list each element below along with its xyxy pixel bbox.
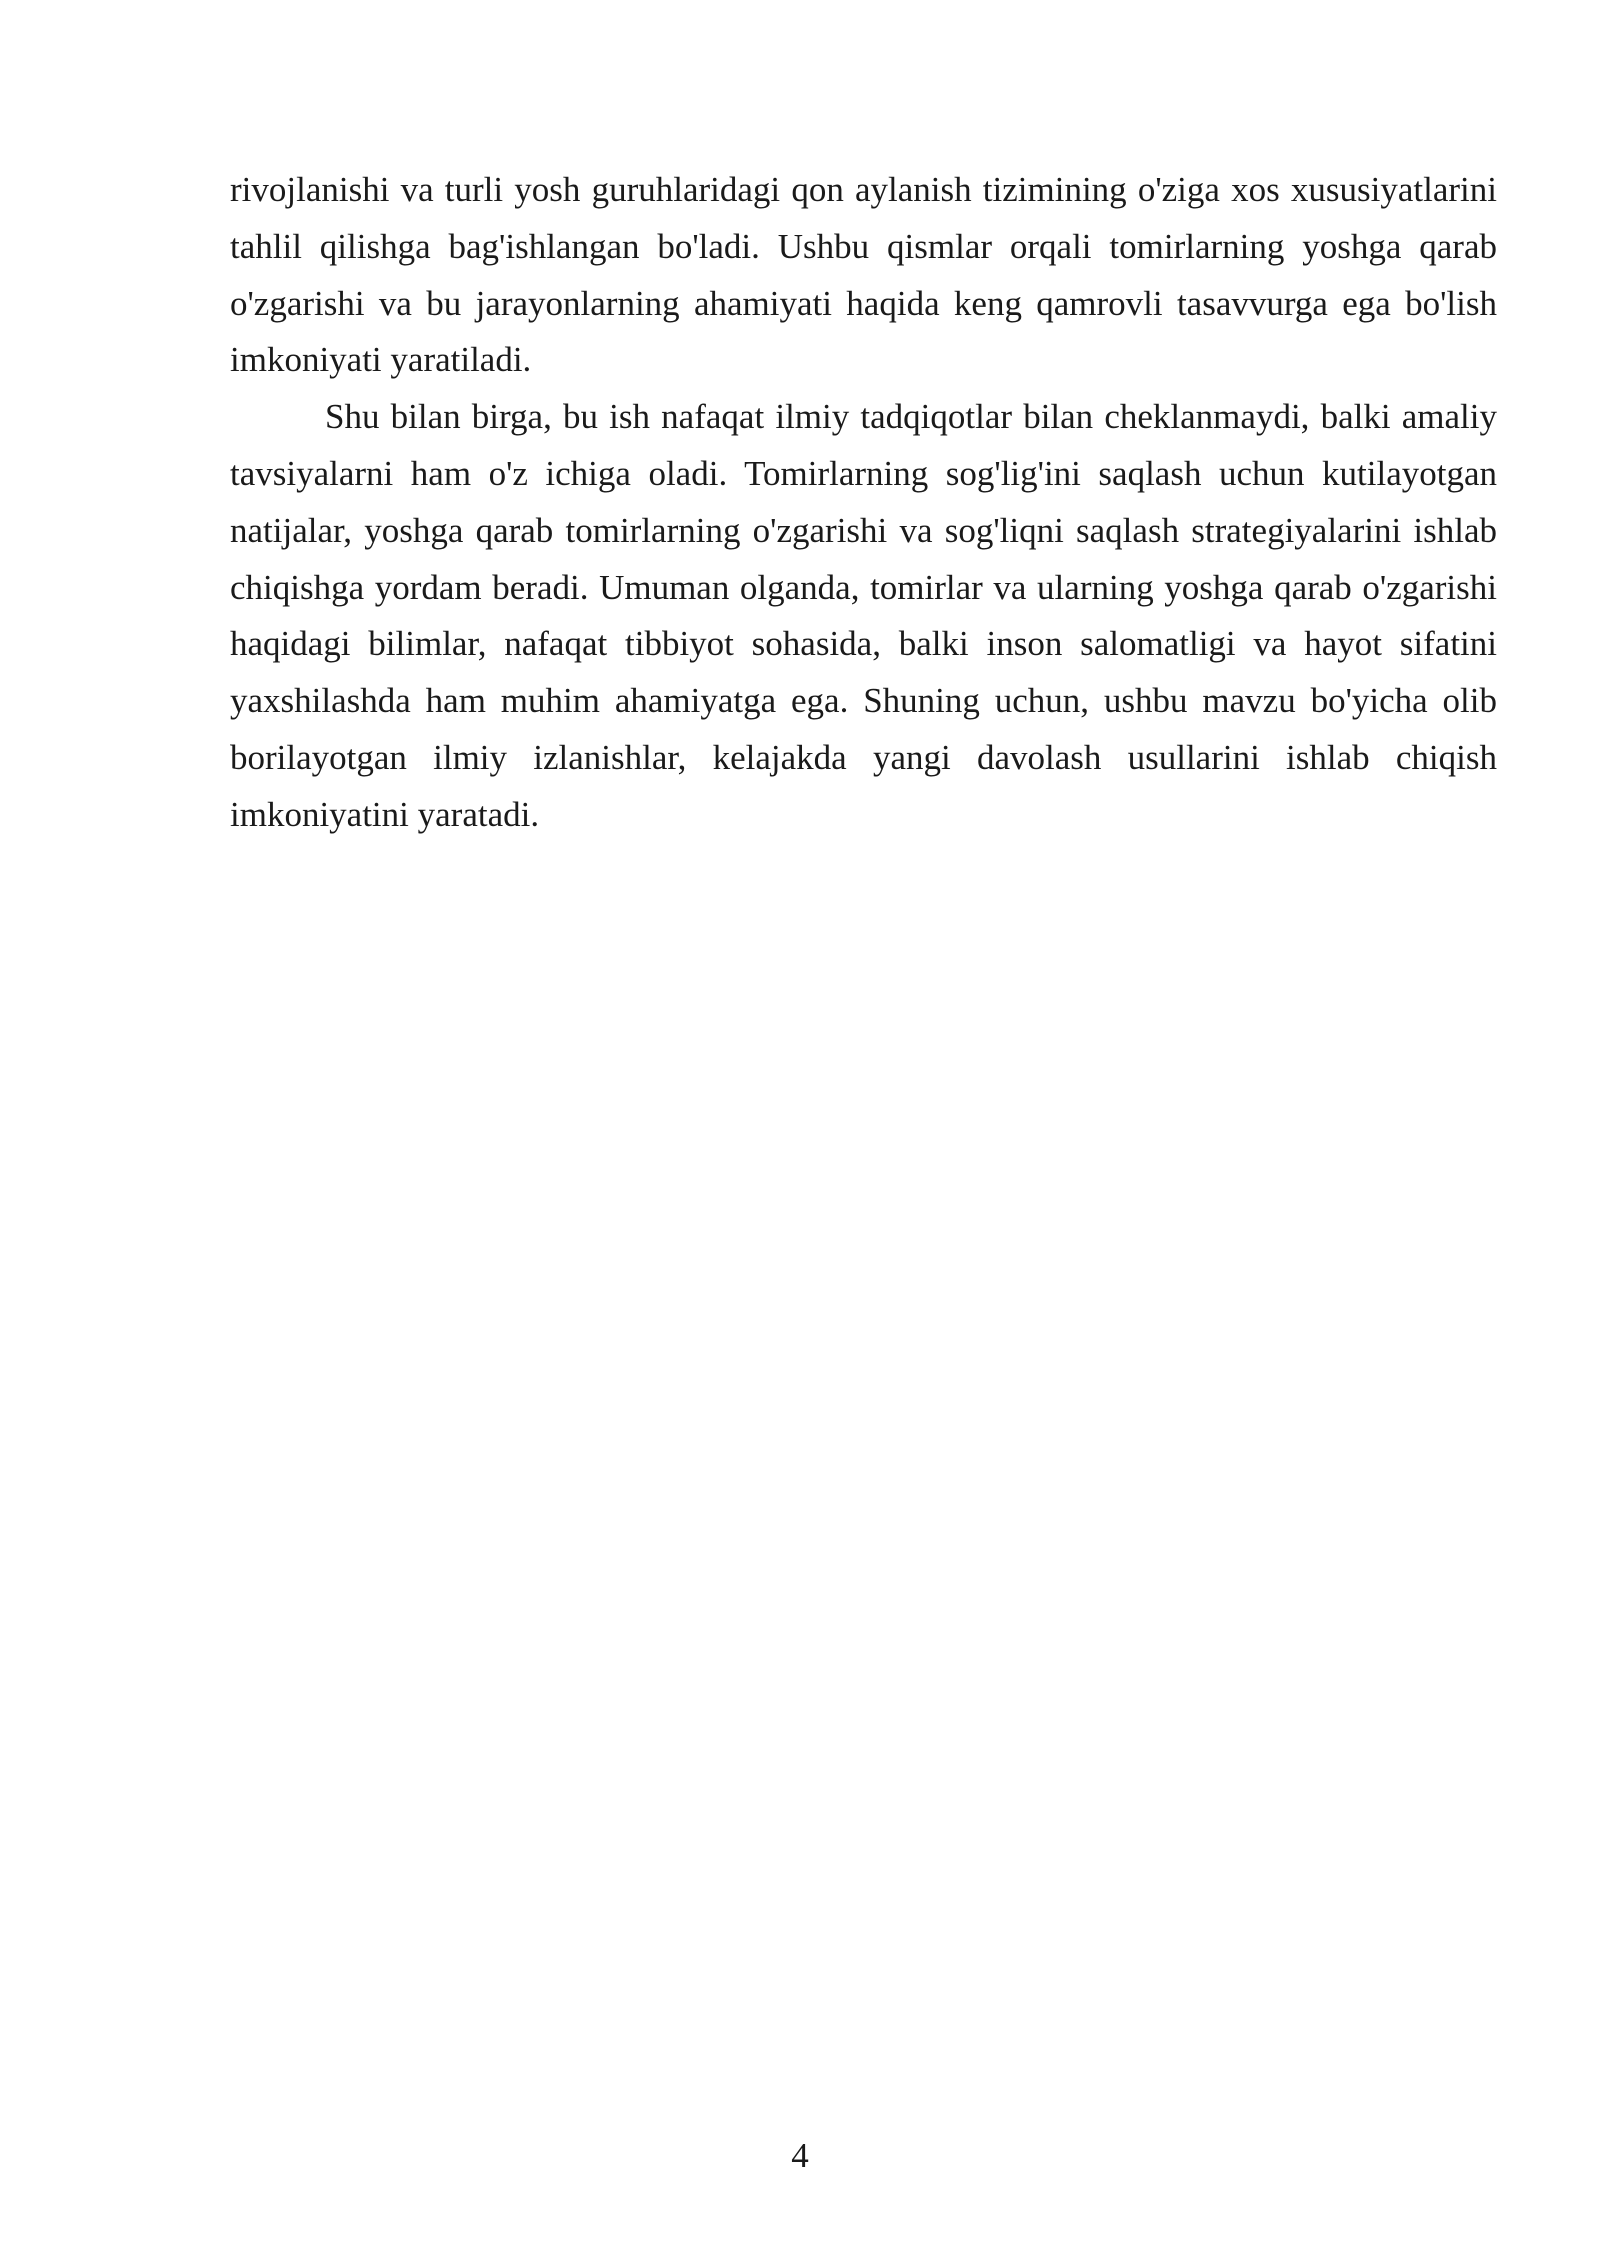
body-text (230, 162, 1497, 844)
paragraph-continuation: rivojlanishi va turli yosh guruhlaridagi qon aylanish tizimining o'ziga xos xususiyatlarini tahlil qilishga bag'ishlangan bo'ladi. Ushbu qismlar orqali tomirlarning yoshga qarab o'zgarishi va bu jarayonlarning ahamiyati haqida keng qamrovli tasavvurga ega bo'lish imkoniyati yaratiladi. (230, 170, 1497, 380)
paragraph-conclusion: Shu bilan birga, bu ish nafaqat ilmiy tadqiqotlar bilan cheklanmaydi, balki amaliy tavsiyalarni ham o'z ichiga oladi. Tomirlarning sog'lig'ini saqlash uchun kutilayotgan natijalar, yoshga qarab tomirlarning o'zgarishi va sog'liqni saqlash strategiyalarini ishlab chiqishga yordam beradi. Umuman olganda, tomirlar va ularning yoshga qarab o'zgarishi haqidagi bilimlar, nafaqat tibbiyot sohasida, balki inson salomatligi va hayot sifatini yaxshilashda ham muhim ahamiyatga ega. Shuning uchun, ushbu mavzu bo'yicha olib borilayotgan ilmiy izlanishlar, kelajakda yangi davolash usullarini ishlab chiqish imkoniyatini yaratadi. (230, 397, 1497, 834)
page-number: 4 (791, 2136, 809, 2175)
